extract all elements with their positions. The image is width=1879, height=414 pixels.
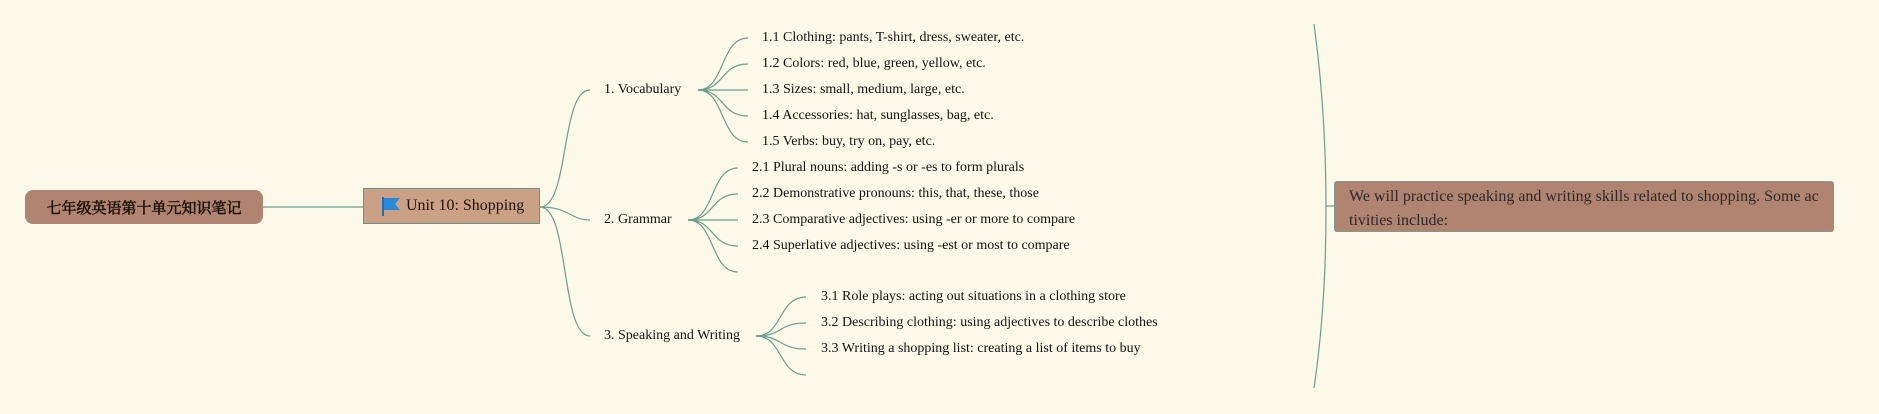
link-unit-grammar — [540, 207, 590, 220]
leaf-label: 2.4 Superlative adjectives: using -est or most to compare — [752, 238, 1070, 253]
leaf-plural-nouns[interactable] — [752, 159, 1024, 177]
summary-note-text: We will practice speaking and writing skills related to shopping. Some activities include: — [1349, 188, 1819, 229]
leaf-comparatives[interactable] — [752, 211, 1075, 229]
leaf-label: 3.3 Writing a shopping list: creating a list of items to buy — [821, 341, 1141, 356]
leaf-colors[interactable] — [762, 55, 986, 73]
branch-label: 3. Speaking and Writing — [604, 328, 741, 343]
branch-label: 1. Vocabulary — [604, 82, 682, 97]
root-node[interactable] — [25, 190, 263, 224]
leaf-label: 1.4 Accessories: hat, sunglasses, bag, etc. — [762, 108, 994, 123]
leaf-clothing[interactable] — [762, 29, 1024, 47]
leaf-verbs[interactable] — [762, 133, 935, 151]
branch-label: 2. Grammar — [604, 212, 672, 227]
leaf-role-plays[interactable] — [821, 288, 1126, 306]
unit-node[interactable] — [363, 188, 540, 224]
leaf-label: 2.3 Comparative adjectives: using -er or more to compare — [752, 212, 1076, 227]
branch-grammar[interactable] — [604, 211, 672, 229]
leaf-label: 1.5 Verbs: buy, try on, pay, etc. — [762, 134, 936, 149]
leaf-sizes[interactable] — [762, 81, 965, 99]
unit-title: Unit 10: Shopping — [406, 197, 525, 214]
leaf-superlatives[interactable] — [752, 237, 1070, 255]
leaf-label: 3.2 Describing clothing: using adjectives to describe clothes — [821, 315, 1158, 330]
summary-note[interactable] — [1334, 181, 1834, 232]
branch-vocabulary[interactable] — [604, 81, 681, 99]
leaf-describing-clothing[interactable] — [821, 314, 1158, 332]
leaf-label: 1.1 Clothing: pants, T-shirt, dress, sweater, etc. — [762, 30, 1025, 45]
link-unit-vocabulary — [540, 90, 590, 207]
branch-speaking-writing[interactable] — [604, 327, 740, 345]
leaf-demonstratives[interactable] — [752, 185, 1039, 203]
leaf-label: 2.1 Plural nouns: adding -s or -es to form plurals — [752, 160, 1025, 175]
leaf-accessories[interactable] — [762, 107, 994, 125]
root-title: 七年级英语第十单元知识笔记 — [46, 198, 242, 217]
leaf-label: 2.2 Demonstrative pronouns: this, that, these, those — [752, 186, 1039, 201]
leaf-label: 1.2 Colors: red, blue, green, yellow, etc. — [762, 56, 986, 71]
leaf-label: 3.1 Role plays: acting out situations in a clothing store — [821, 289, 1126, 304]
summary-bracket — [1314, 24, 1326, 388]
leaf-label: 1.3 Sizes: small, medium, large, etc. — [762, 82, 965, 97]
leaf-shopping-list[interactable] — [821, 340, 1141, 358]
flag-icon — [380, 195, 402, 217]
link-unit-speaking — [540, 207, 590, 336]
